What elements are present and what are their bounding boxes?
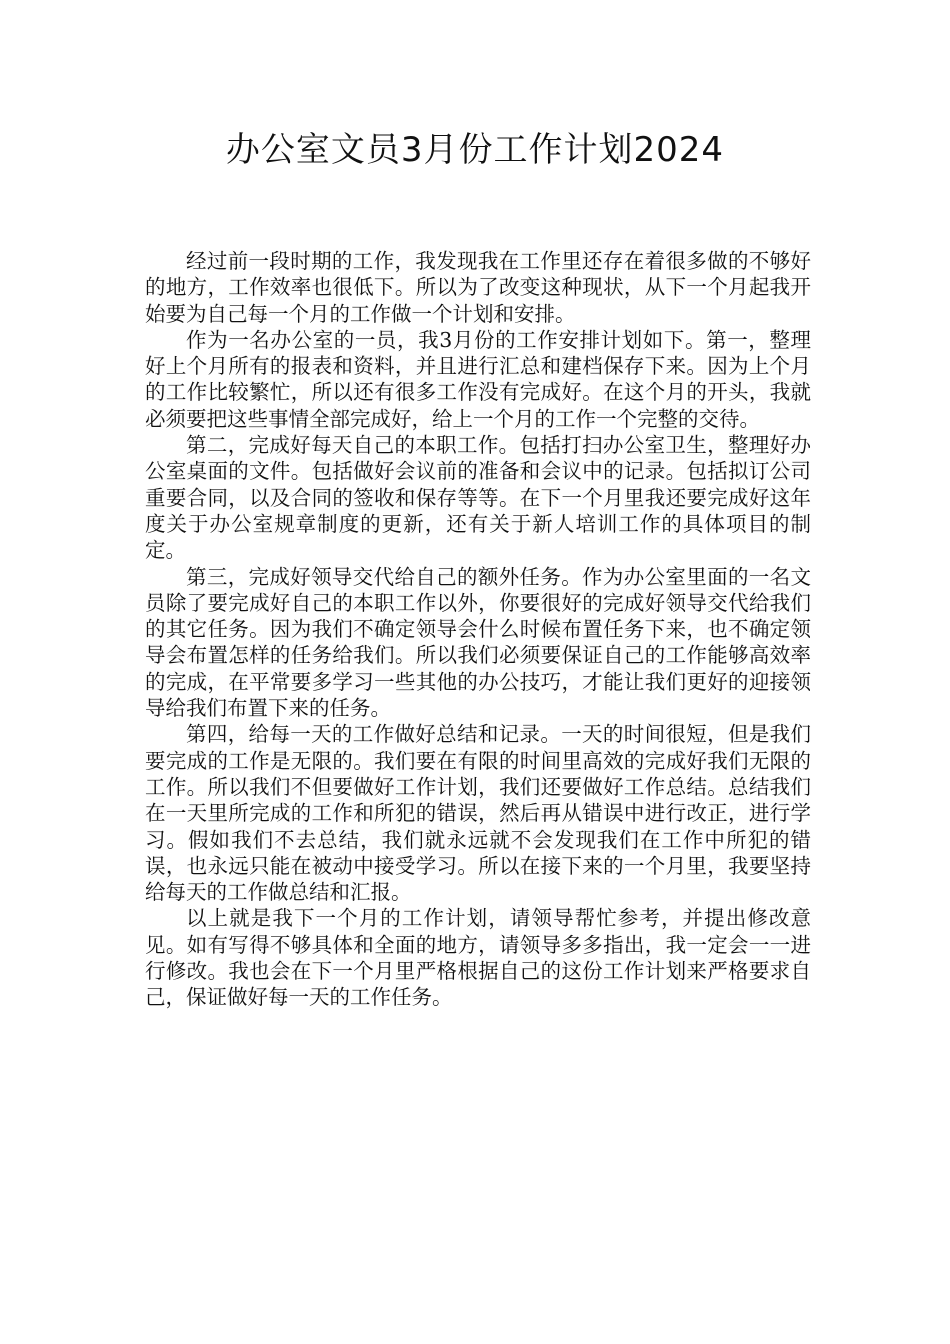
paragraph: 经过前一段时期的工作，我发现我在工作里还存在着很多做的不够好的地方，工作效率也很低下。所以为了改变这种现状，从下一个月起我开始要为自己每一个月的工作做一个计划和安排。 (145, 249, 811, 326)
document-title: 办公室文员3月份工作计划2024 (225, 130, 725, 170)
document-body (145, 248, 811, 1011)
paragraph: 作为一名办公室的一员，我3月份的工作安排计划如下。第一，整理好上个月所有的报表和资料，并且进行汇总和建档保存下来。因为上个月的工作比较繁忙，所以还有很多工作没有完成好。在这个月的开头，我就必须要把这些事情全部完成好，给上一个月的工作一个完整的交待。 (145, 327, 811, 431)
paragraph: 以上就是我下一个月的工作计划，请领导帮忙参考，并提出修改意见。如有写得不够具体和全面的地方，请领导多多指出，我一定会一一进行修改。我也会在下一个月里严格根据自己的这份工作计划来严格要求自己，保证做好每一天的工作任务。 (145, 906, 811, 1010)
paragraph: 第四，给每一天的工作做好总结和记录。一天的时间很短，但是我们要完成的工作是无限的。我们要在有限的时间里高效的完成好我们无限的工作。所以我们不但要做好工作计划，我们还要做好工作总结。总结我们在一天里所完成的工作和所犯的错误，然后再从错误中进行改正，进行学习。假如我们不去总结，我们就永远就不会发现我们在工作中所犯的错误，也永远只能在被动中接受学习。所以在接下来的一个月里，我要坚持给每天的工作做总结和汇报。 (145, 722, 811, 905)
paragraph: 第二，完成好每天自己的本职工作。包括打扫办公室卫生，整理好办公室桌面的文件。包括做好会议前的准备和会议中的记录。包括拟订公司重要合同，以及合同的签收和保存等等。在下一个月里我还要完成好这年度关于办公室规章制度的更新，还有关于新人培训工作的具体项目的制定。 (145, 433, 811, 563)
paragraph: 第三，完成好领导交代给自己的额外任务。作为办公室里面的一名文员除了要完成好自己的本职工作以外，你要很好的完成好领导交代给我们的其它任务。因为我们不确定领导会什么时候布置任务下来，也不确定领导会布置怎样的任务给我们。所以我们必须要保证自己的工作能够高效率的完成，在平常要多学习一些其他的办公技巧，才能让我们更好的迎接领导给我们布置下来的任务。 (145, 564, 811, 721)
